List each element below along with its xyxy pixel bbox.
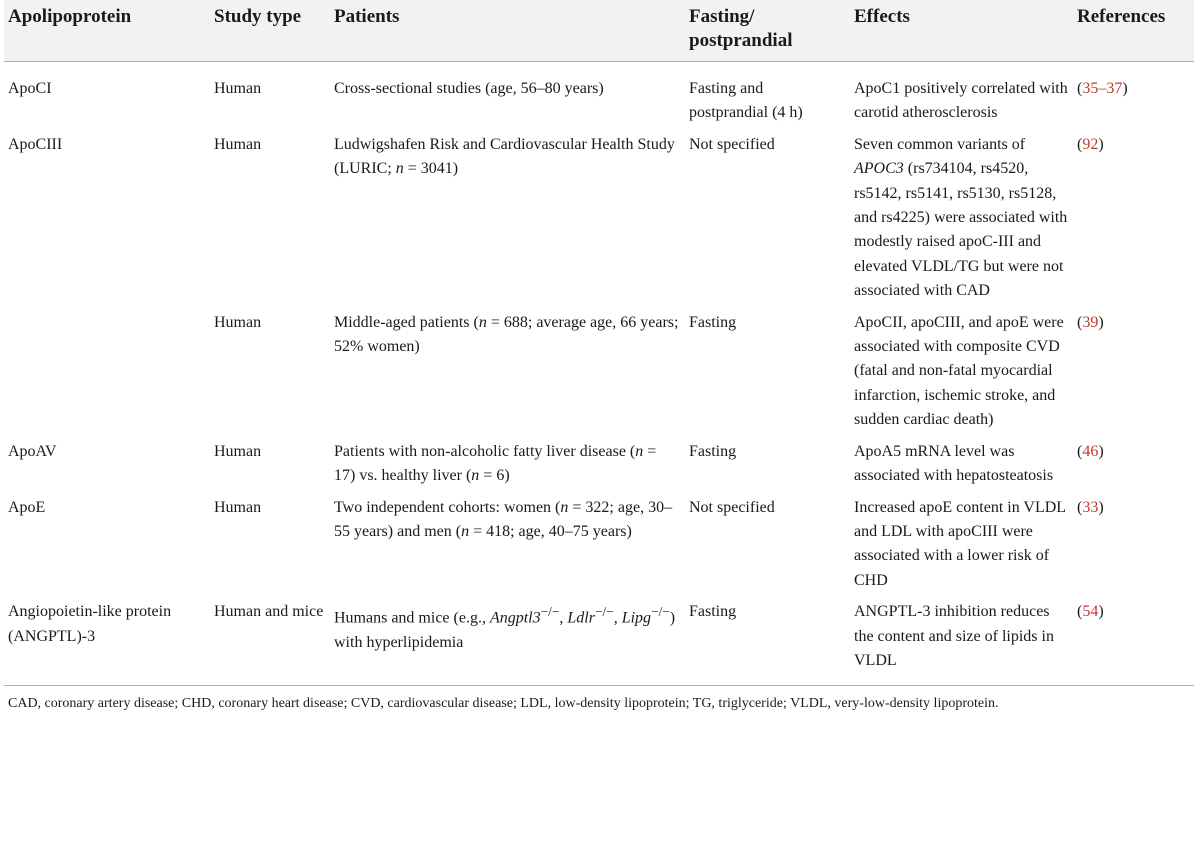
cell-patients: Cross-sectional studies (age, 56–80 years): [334, 80, 604, 97]
separator: ,: [613, 609, 622, 627]
cell-effects: Increased apoE content in VLDL and LDL with apoCIII were associated with a lower risk of CHD: [854, 498, 1066, 589]
patients-text: Two independent cohorts: women (: [334, 498, 561, 516]
cell-study-type: Human: [214, 498, 262, 516]
effects-text: Seven common variants of: [854, 135, 1026, 153]
table-row: [4, 311, 1194, 440]
reference-link[interactable]: 33: [1082, 498, 1099, 516]
cell-references: [1073, 600, 1194, 686]
ref-paren: ): [1098, 313, 1104, 331]
reference-link[interactable]: 46: [1082, 442, 1099, 460]
table-row: [4, 496, 1194, 601]
cell-study-type: Human: [214, 135, 262, 153]
cell-references: [1073, 496, 1194, 601]
cell-references: [1073, 62, 1194, 133]
cell-study-type: Human and mice: [214, 603, 324, 621]
patients-text: Patients with non-alcoholic fatty liver disease (: [334, 442, 636, 460]
patients-text: = 17) vs. healthy liver (: [334, 442, 657, 485]
n-symbol: n: [635, 442, 644, 460]
cell-references: [1073, 440, 1194, 496]
reference-link[interactable]: 35–37: [1082, 80, 1123, 97]
ref-paren: (: [1077, 498, 1083, 516]
table-header: [4, 0, 1194, 62]
table-row: [4, 133, 1194, 311]
table-row: [4, 600, 1194, 686]
ref-paren: ): [1098, 442, 1104, 460]
patients-text: Humans and mice (e.g.,: [334, 609, 490, 627]
patients-text: Middle-aged patients (: [334, 313, 479, 331]
cell-apolipoprotein: ApoCIII: [8, 135, 63, 153]
ref-paren: ): [1098, 498, 1104, 516]
patients-text: = 418; age, 40–75 years): [469, 522, 632, 540]
gene-name: Ldlr: [567, 609, 595, 627]
header-patients: Patients: [330, 0, 685, 62]
header-references: References: [1073, 0, 1194, 62]
n-symbol: n: [478, 313, 487, 331]
effects-text: (rs734104, rs4520, rs5142, rs5141, rs5130, rs5128, and rs4225) were associated with modestly raised apoC-III and elevated VLDL/TG but were not associated with CAD: [854, 160, 1068, 300]
patients-text: ) with hyperlipidemia: [334, 609, 676, 651]
n-symbol: n: [471, 467, 480, 485]
cell-effects: [850, 133, 1073, 311]
ref-paren: (: [1077, 80, 1083, 97]
cell-fasting: Not specified: [689, 498, 775, 516]
ref-paren: (: [1077, 313, 1083, 331]
table-row: [4, 62, 1194, 133]
n-symbol: n: [560, 498, 569, 516]
cell-patients: [330, 311, 685, 440]
cell-apolipoprotein: ApoCI: [8, 80, 52, 97]
gene-name: Angptl3: [489, 609, 541, 627]
ref-paren: ): [1098, 135, 1104, 153]
cell-effects: ApoA5 mRNA level was associated with hepatosteatosis: [854, 442, 1054, 485]
cell-patients: [330, 133, 685, 311]
patients-text: = 688; average age, 66 years; 52% women): [334, 313, 679, 356]
cell-fasting: Fasting: [689, 313, 737, 331]
reference-link[interactable]: 92: [1082, 135, 1099, 153]
patients-text: = 3041): [403, 160, 459, 178]
header-fasting: Fasting/ postprandial: [685, 0, 850, 62]
reference-link[interactable]: 54: [1082, 603, 1099, 621]
ref-paren: (: [1077, 442, 1083, 460]
cell-apolipoprotein: [4, 311, 210, 440]
patients-text: = 322; age, 30–55 years) and men (: [334, 498, 673, 540]
cell-study-type: Human: [214, 313, 262, 331]
cell-patients: [330, 600, 685, 686]
cell-fasting: Not specified: [689, 135, 775, 153]
knockout-superscript: −/−: [540, 604, 560, 620]
ref-paren: (: [1077, 603, 1083, 621]
knockout-superscript: −/−: [594, 604, 614, 620]
table-footnote: CAD, coronary artery disease; CHD, coronary heart disease; CVD, cardiovascular disease; LDL, low-density lipoprotein; TG, triglyceride; VLDL, very-low-density lipoprotein.: [8, 696, 999, 712]
cell-patients: [330, 440, 685, 496]
cell-study-type: Human: [214, 442, 262, 460]
ref-paren: ): [1122, 80, 1128, 97]
patients-text: = 6): [479, 467, 510, 485]
apolipoprotein-table: [4, 0, 1194, 686]
cell-fasting: Fasting: [689, 442, 737, 460]
table-container: [4, 0, 1194, 714]
cell-effects: ANGPTL-3 inhibition reduces the content and size of lipids in VLDL: [854, 603, 1054, 669]
cell-apolipoprotein: Angiopoietin-like protein (ANGPTL)-3: [8, 603, 172, 645]
cell-references: [1073, 133, 1194, 311]
header-apolipoprotein: Apolipoprotein: [4, 0, 210, 62]
gene-name: Lipg: [621, 609, 652, 627]
n-symbol: n: [461, 522, 470, 540]
cell-apolipoprotein: ApoAV: [8, 442, 57, 460]
cell-study-type: Human: [214, 80, 262, 97]
header-study-type: Study type: [210, 0, 330, 62]
ref-paren: (: [1077, 135, 1083, 153]
cell-fasting: Fasting: [689, 603, 737, 621]
reference-link[interactable]: 39: [1082, 313, 1099, 331]
cell-references: [1073, 311, 1194, 440]
cell-patients: [330, 496, 685, 601]
cell-effects: ApoCII, apoCIII, and apoE were associated with composite CVD (fatal and non-fatal myocardial infarction, ischemic stroke, and sudden cardiac death): [854, 313, 1064, 429]
n-symbol: n: [395, 160, 404, 178]
table-row: [4, 440, 1194, 496]
cell-effects: ApoC1 positively correlated with carotid atherosclerosis: [854, 80, 1068, 122]
ref-paren: ): [1098, 603, 1104, 621]
header-effects: Effects: [850, 0, 1073, 62]
patients-text: Ludwigshafen Risk and Cardiovascular Health Study (LURIC;: [334, 135, 675, 178]
separator: ,: [559, 609, 568, 627]
cell-fasting: Fasting and postprandial (4 h): [689, 80, 803, 122]
knockout-superscript: −/−: [651, 604, 670, 620]
gene-name: APOC3: [854, 160, 904, 178]
cell-apolipoprotein: ApoE: [8, 498, 46, 516]
